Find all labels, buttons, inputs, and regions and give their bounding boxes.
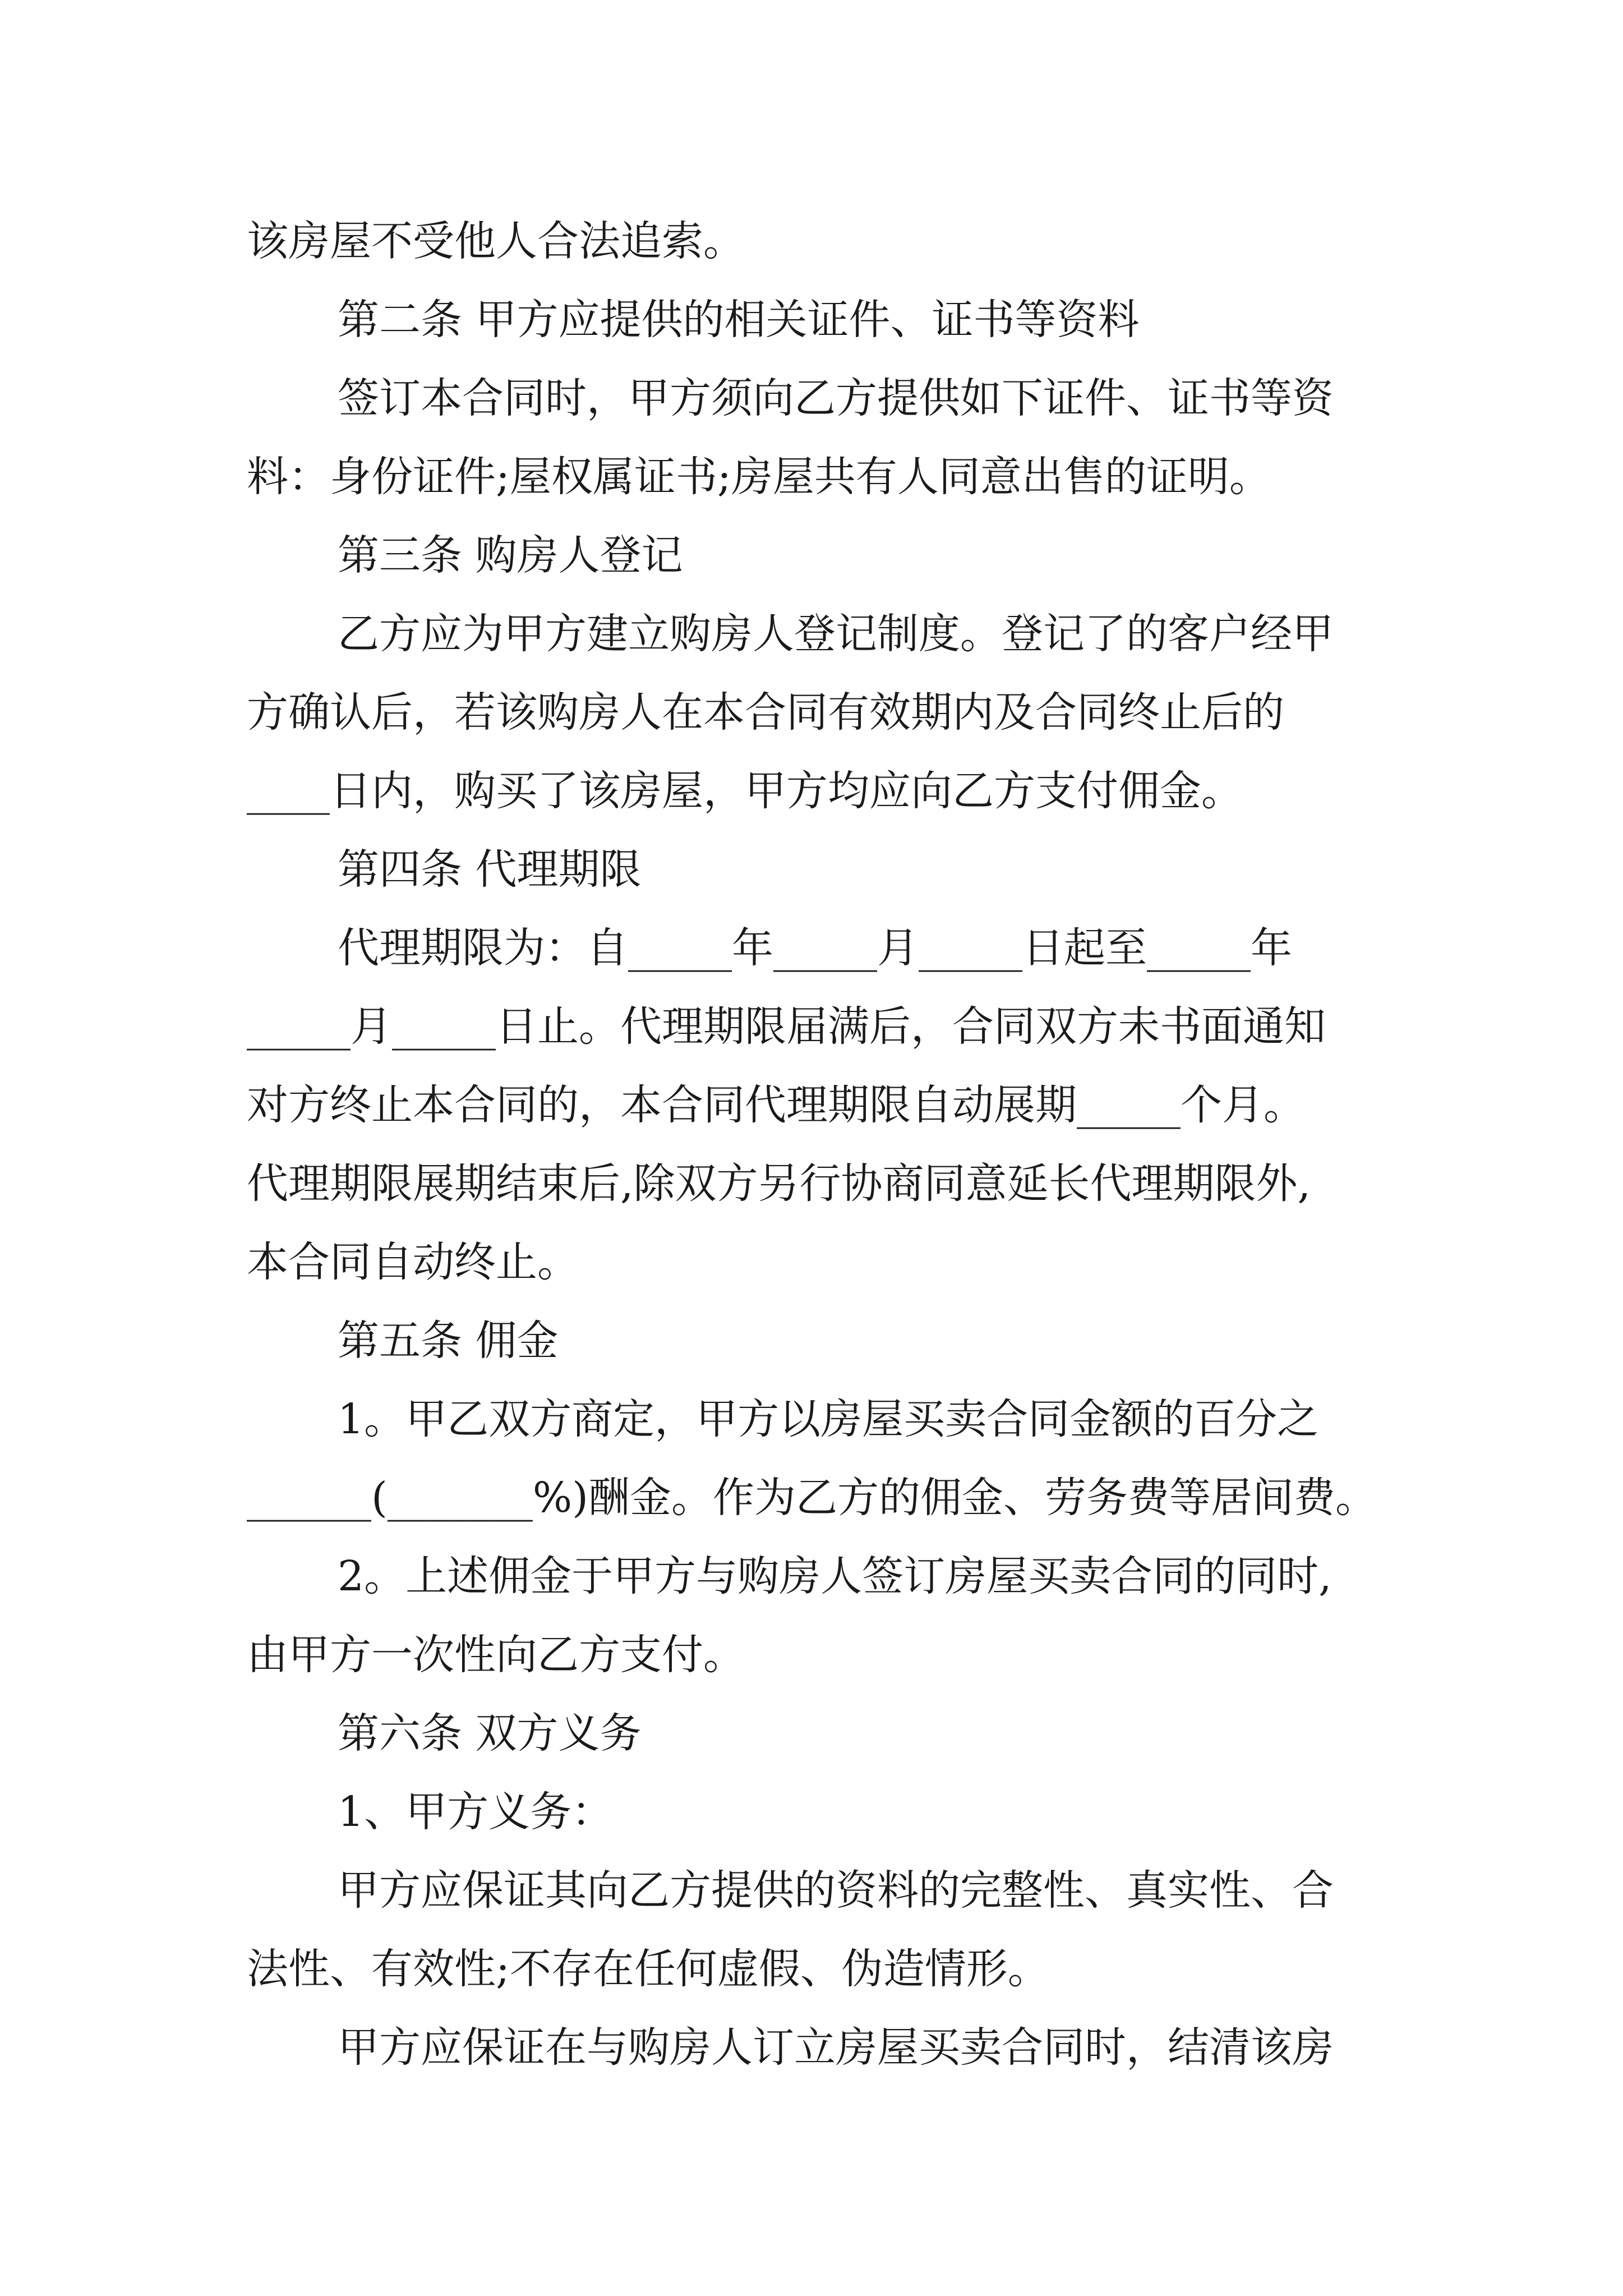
text-line: 2。上述佣金于甲方与购房人签订房屋买卖合同的同时, xyxy=(338,1552,1332,1600)
text-line: 甲方应保证其向乙方提供的资料的完整性、真实性、合 xyxy=(338,1866,1334,1915)
text-line: 方确认后，若该购房人在本合同有效期内及合同终止后的 xyxy=(247,688,1284,737)
text-line: ____日内，购买了该房屋，甲方均应向乙方支付佣金。 xyxy=(247,767,1243,815)
text-line: 料：身份证件;屋权属证书;房屋共有人同意出售的证明。 xyxy=(247,453,1271,501)
article-heading: 第二条 甲方应提供的相关证件、证书等资料 xyxy=(338,296,1140,344)
text-line: 代理期限为：自_____年_____月_____日起至_____年 xyxy=(338,924,1292,972)
text-line: 1。甲乙双方商定，甲方以房屋买卖合同金额的百分之 xyxy=(338,1395,1319,1443)
text-line: 法性、有效性;不存在任何虚假、伪造情形。 xyxy=(247,1945,1049,1993)
text-line: 该房屋不受他人合法追索。 xyxy=(247,217,745,265)
text-line: 本合同自动终止。 xyxy=(247,1238,579,1286)
article-heading: 第五条 佣金 xyxy=(338,1317,559,1365)
article-heading: 第四条 代理期限 xyxy=(338,845,642,894)
text-line: 签订本合同时，甲方须向乙方提供如下证件、证书等资 xyxy=(338,374,1334,422)
text-line: 1、甲方义务： xyxy=(338,1788,614,1836)
text-line: _____月_____日止。代理期限届满后，合同双方未书面通知 xyxy=(247,1002,1326,1051)
text-line: ______(_______%)酬金。作为乙方的佣金、劳务费等居间费。 xyxy=(247,1474,1377,1522)
text-line: 对方终止本合同的，本合同代理期限自动展期_____个月。 xyxy=(247,1081,1305,1129)
text-line: 代理期限展期结束后,除双方另行协商同意延长代理期限外, xyxy=(247,1159,1311,1208)
text-line: 甲方应保证在与购房人订立房屋买卖合同时，结清该房 xyxy=(338,2023,1334,2072)
text-line: 由甲方一次性向乙方支付。 xyxy=(247,1631,745,1679)
article-heading: 第三条 购房人登记 xyxy=(338,531,683,579)
text-line: 乙方应为甲方建立购房人登记制度。登记了的客户经甲 xyxy=(338,610,1334,658)
article-heading: 第六条 双方义务 xyxy=(338,1709,642,1757)
